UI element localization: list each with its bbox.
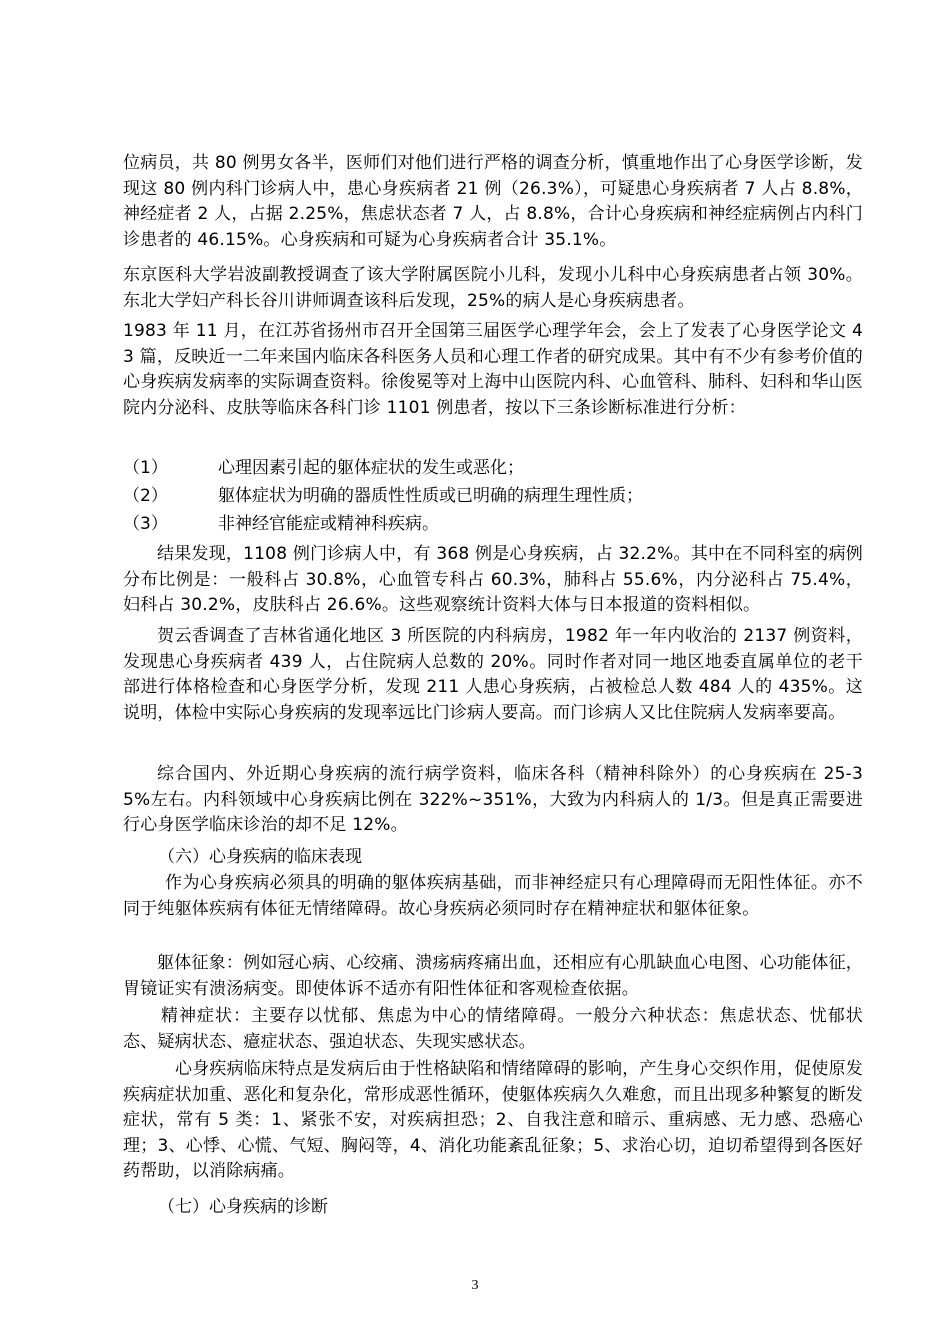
- criteria-number: （3）: [123, 514, 168, 534]
- paragraph-survey-results: 位病员，共 80 例男女各半，医师们对他们进行严格的调查分析，慎重地作出了心身医学诊断，发现这 80 例内科门诊病人中，患心身疾病者 21 例（26.3%），可疑患心身疾病者 7 人占 8.8%，神经症者 2 人，占据 2.25%，焦虑状态者 7 人，占 8.8%，合计心身疾病和神经症病例占内科门诊患者的 46.15%。心身疾病和可疑为心身疾病者合计 35.1%。: [123, 153, 863, 250]
- page-number: 3: [471, 1278, 479, 1293]
- paragraph-1983-conference: 1983 年 11 月，在江苏省扬州市召开全国第三届医学心理学年会，会上了发表了心身医学论文 43 篇，反映近一二年来国内临床各科医务人员和心理工作者的研究成果。其中有不少有参考价值的心身疾病发病率的实际调查资料。徐俊冕等对上海中山医院内科、心血管科、肺科、妇科和华山医院内分泌科、皮⁠肤等临床各科门诊 1101 例患者，按以下三条诊断标准进行分析：: [123, 321, 863, 418]
- paragraph-somatic-signs: 躯体征象：例如冠心病、心绞痛、溃疡病疼痛出血，还相应有心肌缺血心电图、心功能体征，胃镜证实有溃汤病变。即使体诉不适亦有阳性体征和客观检查依据。: [123, 953, 863, 999]
- paragraph-clinical-features: 心身疾病临床特点是发病后由于性格缺陷和情绪障碍的影响，产生身心交织作用，促使原发疾病症状加重、恶化和复杂化，常形成恶性循环，使躯体疾病久久难愈，而且出现多种繁复的断发症状，常有 5 类：1、紧张不安，对疾病担恐；2、自我注意和暗示、重病感、无力感、恐癌心理；3、心悸、心慌、气短、胸闷等，4、消化功能紊乱征象；5、求治心切，迫切希望得到各医好药帮助，以消除病痛。: [123, 1059, 863, 1181]
- paragraph-tokyo-survey: 东京医科大学岩波副教授调查了该大学附属医院小儿科，发现小儿科中心身疾病患者占领 30%。东北大学妇产科长谷川讲师调查该科后发现，25%的病人是心身疾病患者。: [123, 265, 863, 311]
- section-heading-clinical-manifestations: （六）心身疾病的临床表现: [158, 847, 362, 867]
- paragraph-findings: 结果发现，1108 例门诊病人中，有 368 例是心身疾病，占 32.2%。其中在不同科室的病例分布比例是：一般科占 30.8%，心血管专科占 60.3%，肺科占 55.6%，内分泌科占 75.4%，妇科占 30.2%，皮肤科占 26.6%。这些观察统计资料大体与日本报道的资料相似。: [123, 544, 863, 615]
- paragraph-epidemiology-summary: 综合国内、外近期心身疾病的流行病学资料，临床各科（精神科除外）的心身疾病在 25-35%左右。内科领域中心身疾病比例在 322%~351%，大致为内科病人的 1/3。但是真正需要进行心身医学临床诊治的却不足 12%。: [123, 764, 863, 835]
- section-heading-diagnosis: （七）心身疾病的诊断: [158, 1197, 328, 1217]
- criteria-number: （1）: [123, 458, 168, 478]
- criteria-text: 躯体症状为明确的器质性性质或已明确的病理生理性质；: [218, 486, 643, 506]
- criteria-number: （2）: [123, 486, 168, 506]
- paragraph-mental-symptoms: 精神症状：主要存以忧郁、焦虑为中心的情绪障碍。一般分六种状态：焦虑状态、忧郁状态、疑病状态、癔症状态、强迫状态、失现实感状态。: [123, 1006, 863, 1052]
- criteria-text: 非神经官能症或精神科疾病。: [218, 514, 439, 534]
- paragraph-diagnosis-basis: 作为心身疾病必须具的明确的躯体疾病基础，而非神经症只有心理障碍而无阳性体征。亦不同于纯躯体疾病有体征无情绪障碍。故心身疾病必须同时存在精神症状和躯体征象。: [123, 873, 863, 919]
- criteria-text: 心理因素引起的躯体症状的发生或恶化；: [218, 458, 524, 478]
- paragraph-jilin-survey: 贺云香调查了吉林省通化地区 3 所医院的内科病房，1982 年一年内收治的 2137 例资料，发现患心身疾病者 439 人，占住院病人总数的 20%。同时作者对同一地区地委直属单位的老干部进行体格检查和心身医学分析，发现 211 人患心身疾病，占被检总人数 484 人的 435%。这说明，体检中实际心身疾病的发现率远比门诊病人要高。而门诊病人又比住院病人发病率要高。: [123, 626, 863, 723]
